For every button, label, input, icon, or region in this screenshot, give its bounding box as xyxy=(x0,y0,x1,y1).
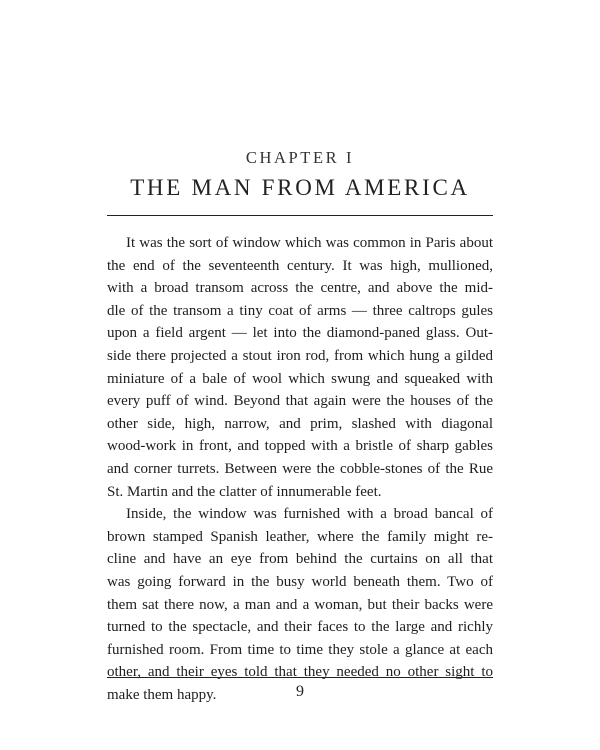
text-line: the end of the seventeenth century. It was high, mullioned, xyxy=(107,257,493,274)
text-line: wood-work in front, and topped with a bristle of sharp gables xyxy=(107,438,493,455)
text-line: other side, high, narrow, and prim, slashed with diagonal xyxy=(107,415,493,432)
text-line: It was the sort of window which was common in Paris about xyxy=(126,235,493,251)
text-line: was going forward in the busy world beneath them. Two of xyxy=(107,573,493,590)
footer-divider xyxy=(107,677,493,678)
text-line: Inside, the window was furnished with a broad bancal of xyxy=(126,506,493,523)
chapter-title: THE MAN FROM AMERICA xyxy=(130,175,470,200)
text-line: miniature of a bale of wool which swung and squeaked with xyxy=(107,370,493,387)
text-line: with a broad transom across the centre, and above the mid- xyxy=(107,280,493,297)
text-line: and corner turrets. Between were the cobble-stones of the Rue xyxy=(107,460,493,477)
chapter-body xyxy=(107,232,493,706)
text-line: make them happy. xyxy=(107,686,217,703)
text-line: cline and have an eye from behind the curtains on all that xyxy=(107,551,493,568)
text-line: every puff of wind. Beyond that again were the houses of the xyxy=(107,393,493,410)
text-line: brown stamped Spanish leather, where the family might re- xyxy=(107,528,493,545)
text-line: turned to the spectacle, and their faces to the large and richly xyxy=(107,619,493,636)
text-line: dle of the transom a tiny coat of arms — three caltrops gules xyxy=(107,302,493,319)
text-line: upon a field argent — let into the diamond-paned glass. Out- xyxy=(107,325,493,342)
text-line: them sat there now, a man and a woman, but their backs were xyxy=(107,596,493,613)
page-number: 9 xyxy=(296,683,304,700)
header-divider xyxy=(107,215,493,216)
text-line: St. Martin and the clatter of innumerable feet. xyxy=(107,483,382,500)
chapter-label: CHAPTER I xyxy=(245,148,355,167)
text-line: other, and their eyes told that they needed no other sight to xyxy=(107,664,493,681)
text-line: side there projected a stout iron rod, from which hung a gilded xyxy=(107,347,493,364)
text-line: furnished room. From time to time they stole a glance at each xyxy=(107,641,493,658)
